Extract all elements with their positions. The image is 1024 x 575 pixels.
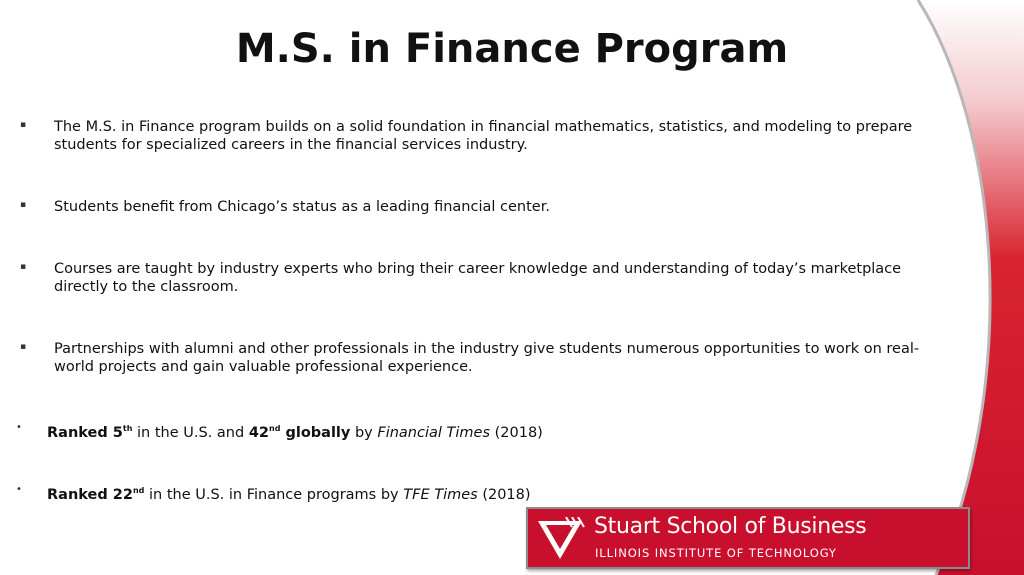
ranking-mid-text: in the U.S. and — [132, 425, 249, 441]
ranking-us-label: Ranked 22 — [47, 487, 133, 503]
square-bullet-icon: ▪ — [20, 342, 27, 352]
dot-bullet-icon: • — [16, 484, 22, 495]
bullet-text: The M.S. in Finance program builds on a solid foundation in financial mathematics, statistics, and modeling to prepare students for specialized careers in the financial services industry. — [54, 119, 913, 153]
ranking-mid-text: in the U.S. in Finance programs by — [144, 487, 404, 503]
ordinal-suffix: th — [122, 424, 133, 433]
ranking-us-label: Ranked 5 — [47, 425, 123, 441]
ranking-source: TFE Times — [403, 487, 478, 503]
square-bullet-icon: ▪ — [20, 120, 27, 130]
institute-name: ILLINOIS INSTITUTE OF TECHNOLOGY — [595, 546, 837, 560]
ranking-year: (2018) — [490, 425, 543, 441]
dot-bullet-icon: • — [16, 422, 22, 433]
ranking-source: Financial Times — [377, 425, 491, 441]
ranking-by-text: by — [350, 425, 378, 441]
bullet-item — [20, 260, 954, 296]
ordinal-suffix: nd — [132, 486, 145, 495]
square-bullet-icon: ▪ — [20, 262, 27, 272]
ranking-global-label: globally — [280, 425, 351, 441]
bullet-text: Students benefit from Chicago’s status as a leading financial center. — [54, 199, 550, 215]
school-name: Stuart School of Business — [594, 514, 867, 539]
bullet-item — [20, 340, 954, 376]
bullet-text: Courses are taught by industry experts who bring their career knowledge and understanding of today’s marketplace directly to the classroom. — [54, 261, 902, 295]
iit-triangle-logo-icon — [536, 517, 586, 561]
page-title: M.S. in Finance Program — [235, 26, 789, 72]
ranking-tfe — [16, 482, 927, 504]
bullet-item — [20, 198, 954, 216]
bullet-text: Partnerships with alumni and other professionals in the industry give students numerous opportunities to work on real-world projects and gain valuable professional experience. — [54, 341, 920, 375]
ranking-ft — [16, 420, 927, 442]
ordinal-suffix: nd — [269, 424, 281, 433]
bullet-item — [20, 118, 954, 154]
ranking-year: (2018) — [477, 487, 531, 503]
ranking-global-number: 42 — [248, 425, 269, 441]
stuart-school-logo — [526, 507, 970, 569]
square-bullet-icon: ▪ — [20, 200, 27, 210]
